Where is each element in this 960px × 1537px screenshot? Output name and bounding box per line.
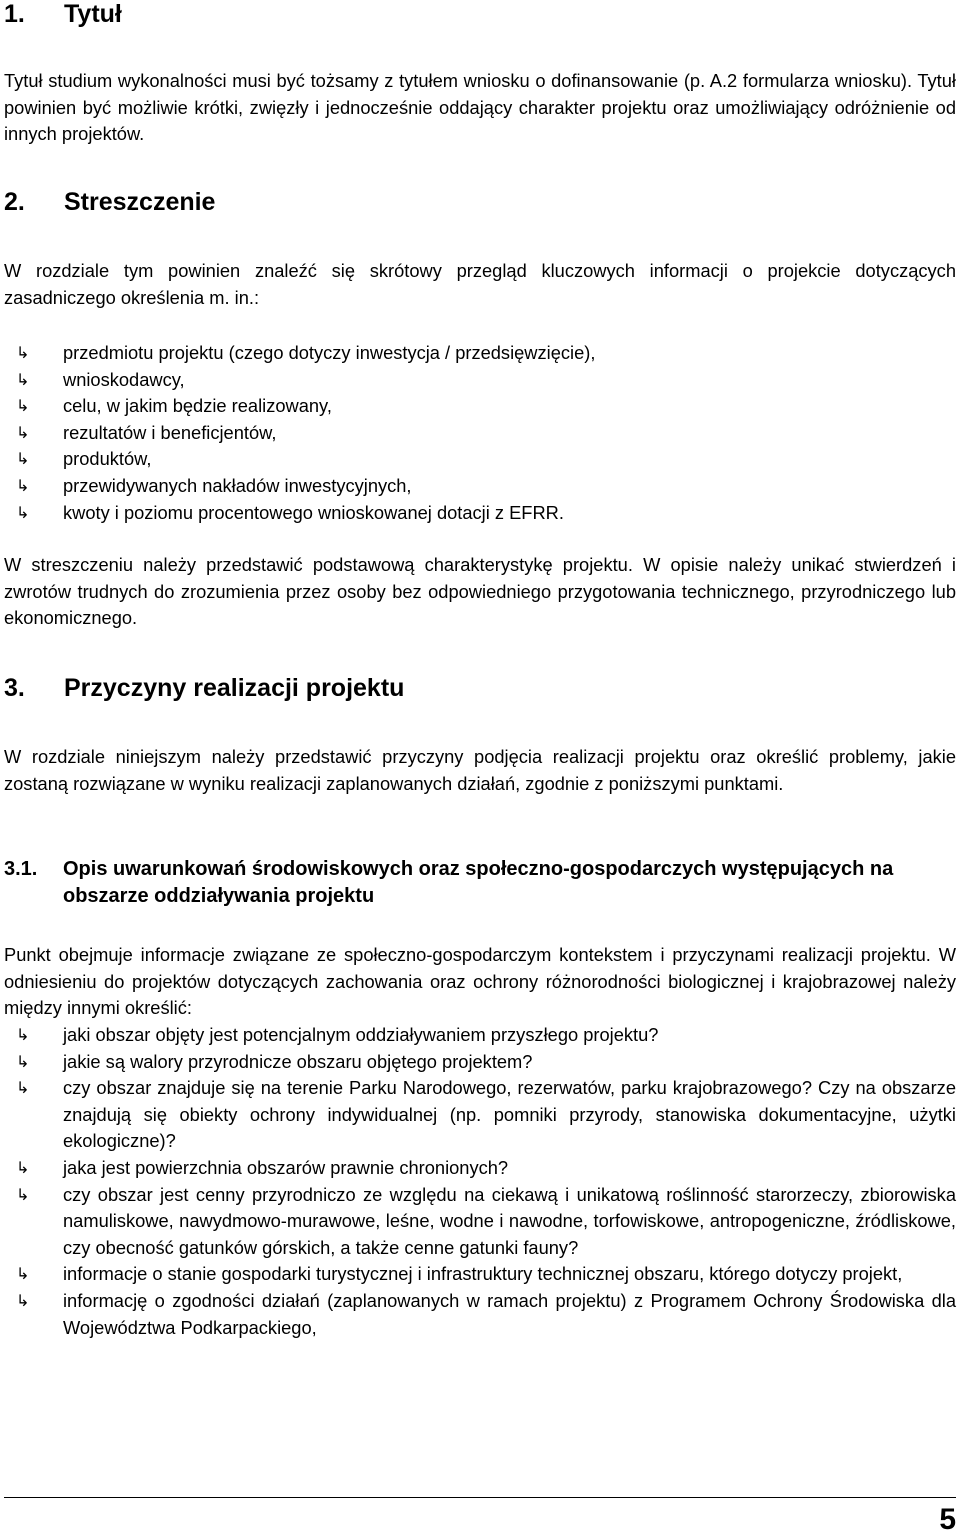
- subsection-number: 3.1.: [4, 858, 38, 880]
- section-title: Tytuł: [64, 0, 122, 28]
- section-number: 3.: [4, 674, 25, 702]
- list-item: ↳ przewidywanych nakładów inwestycyjnych,: [4, 473, 956, 500]
- section-2-intro: W rozdziale tym powinien znaleźć się skrótowy przegląd kluczowych informacji o projekcie dotyczących zasadniczego określenia m. in.:: [4, 260, 956, 308]
- list-item: ↳ informację o zgodności działań (zaplanowanych w ramach projektu) z Programem Ochrony Środowiska dla Województwa Podkarpackiego,: [16, 1289, 956, 1338]
- arrow-bullet-icon: ↳: [16, 1264, 30, 1284]
- list-item: ↳ rezultatów i beneficjentów,: [4, 420, 956, 447]
- arrow-bullet-icon: ↳: [16, 369, 30, 389]
- footer-separator: [4, 1497, 956, 1498]
- arrow-bullet-icon: ↳: [16, 1051, 30, 1071]
- section-number: 2.: [4, 188, 25, 216]
- list-item: ↳ informacje o stanie gospodarki turystycznej i infrastruktury technicznej obszaru, którego dotyczy projekt,: [4, 1261, 956, 1288]
- list-item: ↳ przedmiotu projektu (czego dotyczy inwestycja / przedsięwzięcie),: [4, 340, 956, 367]
- arrow-bullet-icon: ↳: [16, 475, 30, 495]
- arrow-bullet-icon: ↳: [16, 1157, 30, 1177]
- section-number: 1.: [4, 0, 25, 28]
- list-item: ↳ jaki obszar objęty jest potencjalnym oddziaływaniem przyszłego projektu?: [4, 1022, 956, 1049]
- list-item: ↳ czy obszar znajduje się na terenie Parku Narodowego, rezerwatów, parku krajobrazowego? Czy na obszarze znajdują się obiekty ochrony indywidualnej (np. pomniki przyrody, stanowiska dokumentacyjne, użytki ekologiczne)?: [16, 1077, 956, 1152]
- arrow-bullet-icon: ↳: [16, 449, 30, 469]
- section-1-paragraph: Tytuł studium wykonalności musi być tożsamy z tytułem wniosku o dofinansowanie (p. A.2 formularza wniosku). Tytuł powinien być możliwie krótki, zwięzły i jednocześnie oddający charakter projektu oraz umożliwiający odróżnienie od innych projektów.: [4, 70, 956, 145]
- section-3-heading: [4, 674, 944, 702]
- section-2-outro: W streszczeniu należy przedstawić podstawową charakterystykę projektu. W opisie należy unikać stwierdzeń i zwrotów trudnych do zrozumienia przez osoby bez odpowiedniego przygotowania technicznego, przyrodniczego lub ekonomicznego.: [4, 554, 956, 629]
- section-2-list: [4, 340, 956, 526]
- subsection-list: [4, 1022, 956, 1341]
- arrow-bullet-icon: ↳: [16, 396, 30, 416]
- arrow-bullet-icon: ↳: [16, 1078, 30, 1098]
- page-number: 5: [939, 1503, 956, 1536]
- section-2-heading: [4, 188, 944, 216]
- subsection-3-1-heading: [4, 856, 904, 910]
- list-item: ↳ jakie są walory przyrodnicze obszaru objętego projektem?: [4, 1049, 956, 1076]
- section-1-heading: [4, 0, 944, 28]
- section-title: Przyczyny realizacji projektu: [64, 674, 405, 702]
- subsection-intro: Punkt obejmuje informacje związane ze społeczno-gospodarczym kontekstem i przyczynami realizacji projektu. W odniesieniu do projektów dotyczących zachowania oraz ochrony różnorodności biologicznej i krajobrazowej należy między innymi określić:: [4, 944, 956, 1019]
- arrow-bullet-icon: ↳: [16, 1025, 30, 1044]
- list-item: ↳ czy obszar jest cenny przyrodniczo ze względu na ciekawą i unikatową roślinność starorzeczy, zbiorowiska namuliskowe, nawydmowo-murawowe, leśne, wodne i nawodne, torfowiskowe, antropogeniczne, źródliskowe, czy obecność gatunków górskich, a także cenne gatunki fauny?: [16, 1183, 956, 1258]
- arrow-bullet-icon: ↳: [16, 422, 30, 442]
- list-item: ↳ celu, w jakim będzie realizowany,: [4, 393, 956, 420]
- arrow-bullet-icon: ↳: [16, 1290, 30, 1310]
- list-item: ↳ produktów,: [4, 446, 956, 473]
- arrow-bullet-icon: ↳: [16, 1184, 30, 1204]
- list-item: ↳ kwoty i poziomu procentowego wnioskowanej dotacji z EFRR.: [4, 500, 956, 527]
- list-item: ↳ jaka jest powierzchnia obszarów prawnie chronionych?: [4, 1155, 956, 1182]
- section-3-paragraph: W rozdziale niniejszym należy przedstawić przyczyny podjęcia realizacji projektu oraz określić problemy, jakie zostaną rozwiązane w wyniku realizacji zaplanowanych działań, zgodnie z poniższymi punktami.: [4, 746, 956, 794]
- section-title: Streszczenie: [64, 188, 216, 216]
- arrow-bullet-icon: ↳: [16, 502, 30, 522]
- subsection-title: Opis uwarunkowań środowiskowych oraz społeczno-gospodarczych występujących na obszarze oddziaływania projektu: [63, 858, 894, 907]
- arrow-bullet-icon: ↳: [16, 343, 30, 362]
- list-item: ↳ wnioskodawcy,: [4, 367, 956, 394]
